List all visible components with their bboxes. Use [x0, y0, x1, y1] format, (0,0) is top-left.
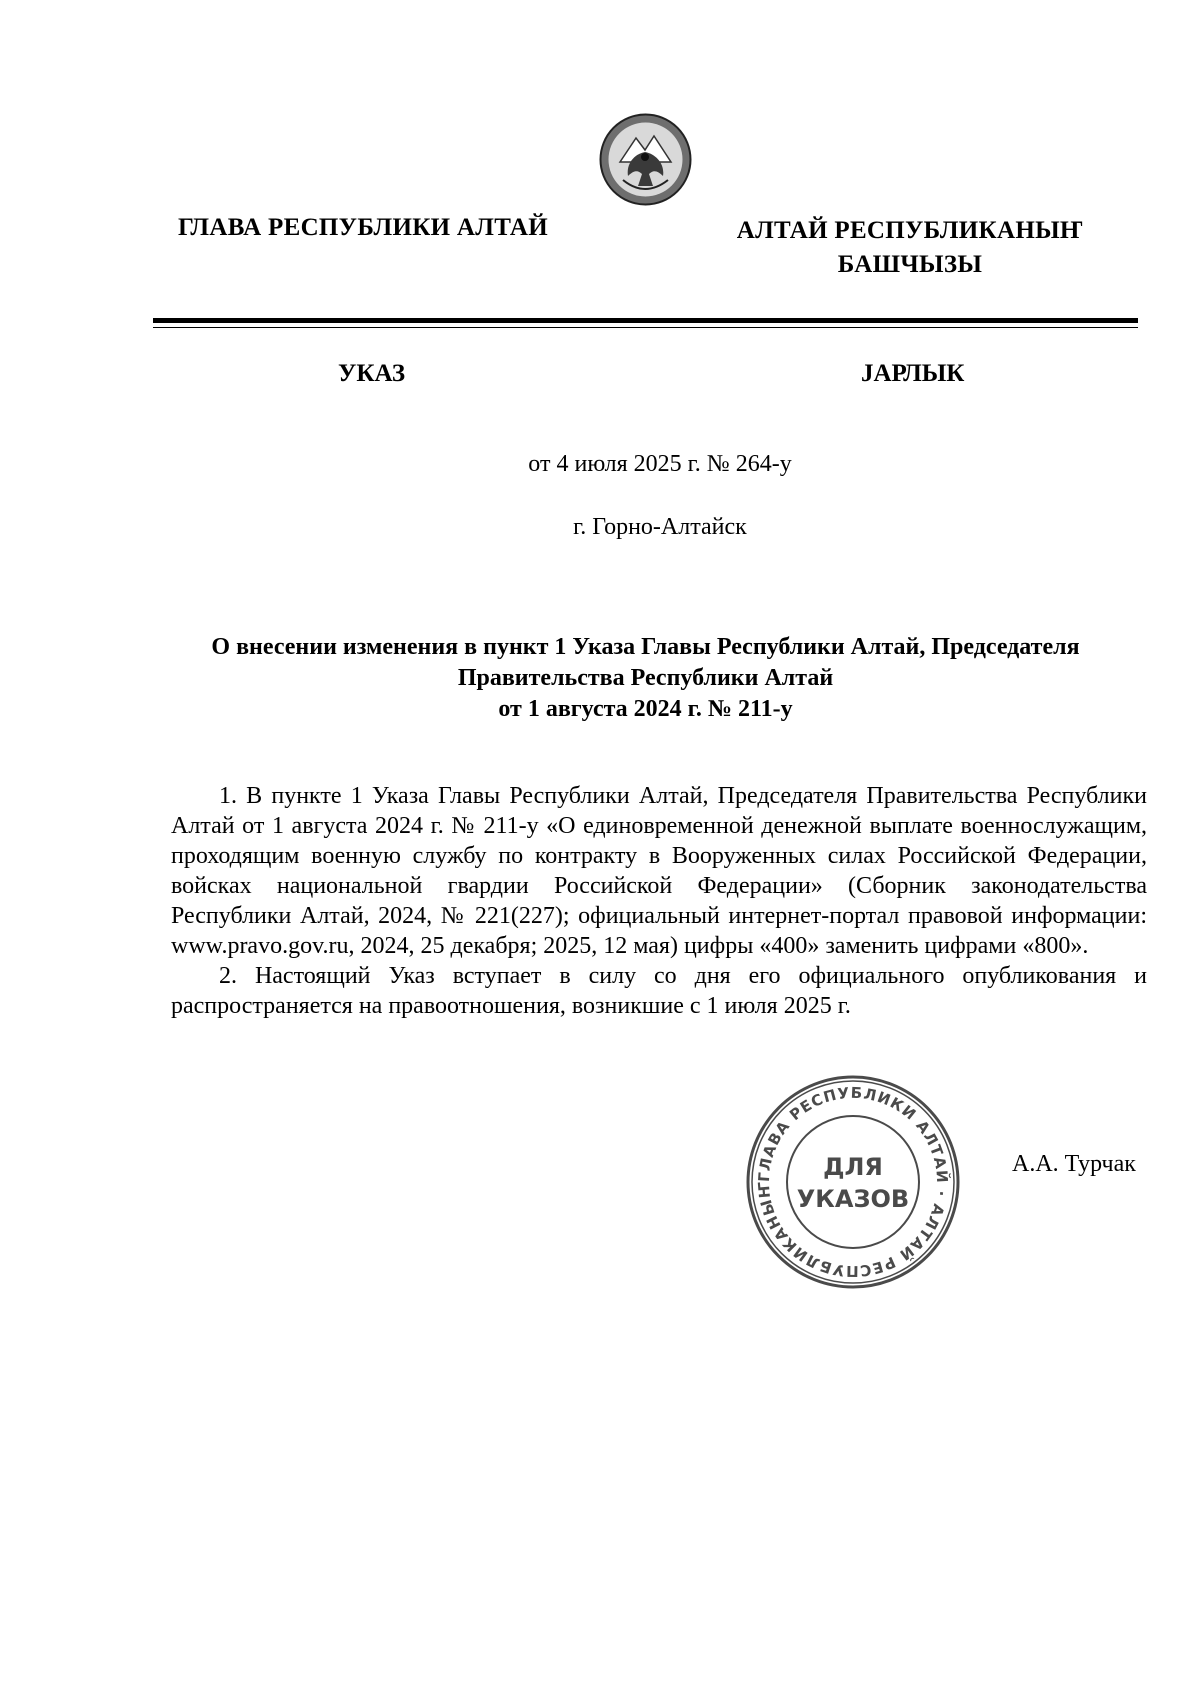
header-rule-thick — [153, 318, 1138, 323]
stamp-center-line-2: УКАЗОВ — [796, 1185, 910, 1213]
paragraph-2: 2. Настоящий Указ вступает в силу со дня его официального опубликования и распространяется на правоотношения, возникшие с 1 июля 2025 г. — [171, 963, 1147, 1019]
document-title — [153, 632, 1138, 725]
official-stamp — [744, 1073, 962, 1291]
header-right-line2: БАШЧЫЗЫ — [837, 251, 983, 278]
doc-type-right: ЈАРЛЫК — [861, 360, 965, 387]
title-line-1: О внесении изменения в пункт 1 Указа Главы Республики Алтай, Председателя — [211, 634, 1080, 660]
header-right-title — [730, 214, 1090, 282]
header-left-title: ГЛАВА РЕСПУБЛИКИ АЛТАЙ — [178, 214, 549, 241]
document-date-number: от 4 июля 2025 г. № 264-у — [528, 451, 792, 477]
doc-type-left: УКАЗ — [338, 360, 406, 387]
document-body — [171, 781, 1147, 1021]
header-right-line1: АЛТАЙ РЕСПУБЛИКАНЫҤ — [736, 217, 1084, 244]
emblem-icon — [598, 112, 693, 207]
stamp-outer-text: ГЛАВА РЕСПУБЛИКИ АЛТАЙ · АЛТАЙ РЕСПУБЛИКАНЫҤ — [754, 1083, 952, 1281]
title-line-2: Правительства Республики Алтай — [457, 665, 834, 691]
signer-name: А.А. Турчак — [1012, 1151, 1136, 1177]
title-line-3: от 1 августа 2024 г. № 211-у — [498, 696, 793, 722]
stamp-center-line-1: ДЛЯ — [823, 1153, 883, 1181]
document-city: г. Горно-Алтайск — [573, 514, 747, 540]
header-rule-thin — [153, 327, 1138, 328]
paragraph-1: 1. В пункте 1 Указа Главы Республики Алтай, Председателя Правительства Республики Алтай от 1 августа 2024 г. № 211-у «О единовременной денежной выплате военнослужащим, проходящим военную службу по контракту в Вооруженных силах Российской Федерации, войсках национальной гвардии Российской Федерации» (Сборник законодательства Республики Алтай, 2024, № 221(227); официальный интернет-портал правовой информации: www.pravo.gov.ru, 2024, 25 декабря; 2025, 12 мая) цифры «400» заменить цифрами «800». — [171, 783, 1147, 959]
